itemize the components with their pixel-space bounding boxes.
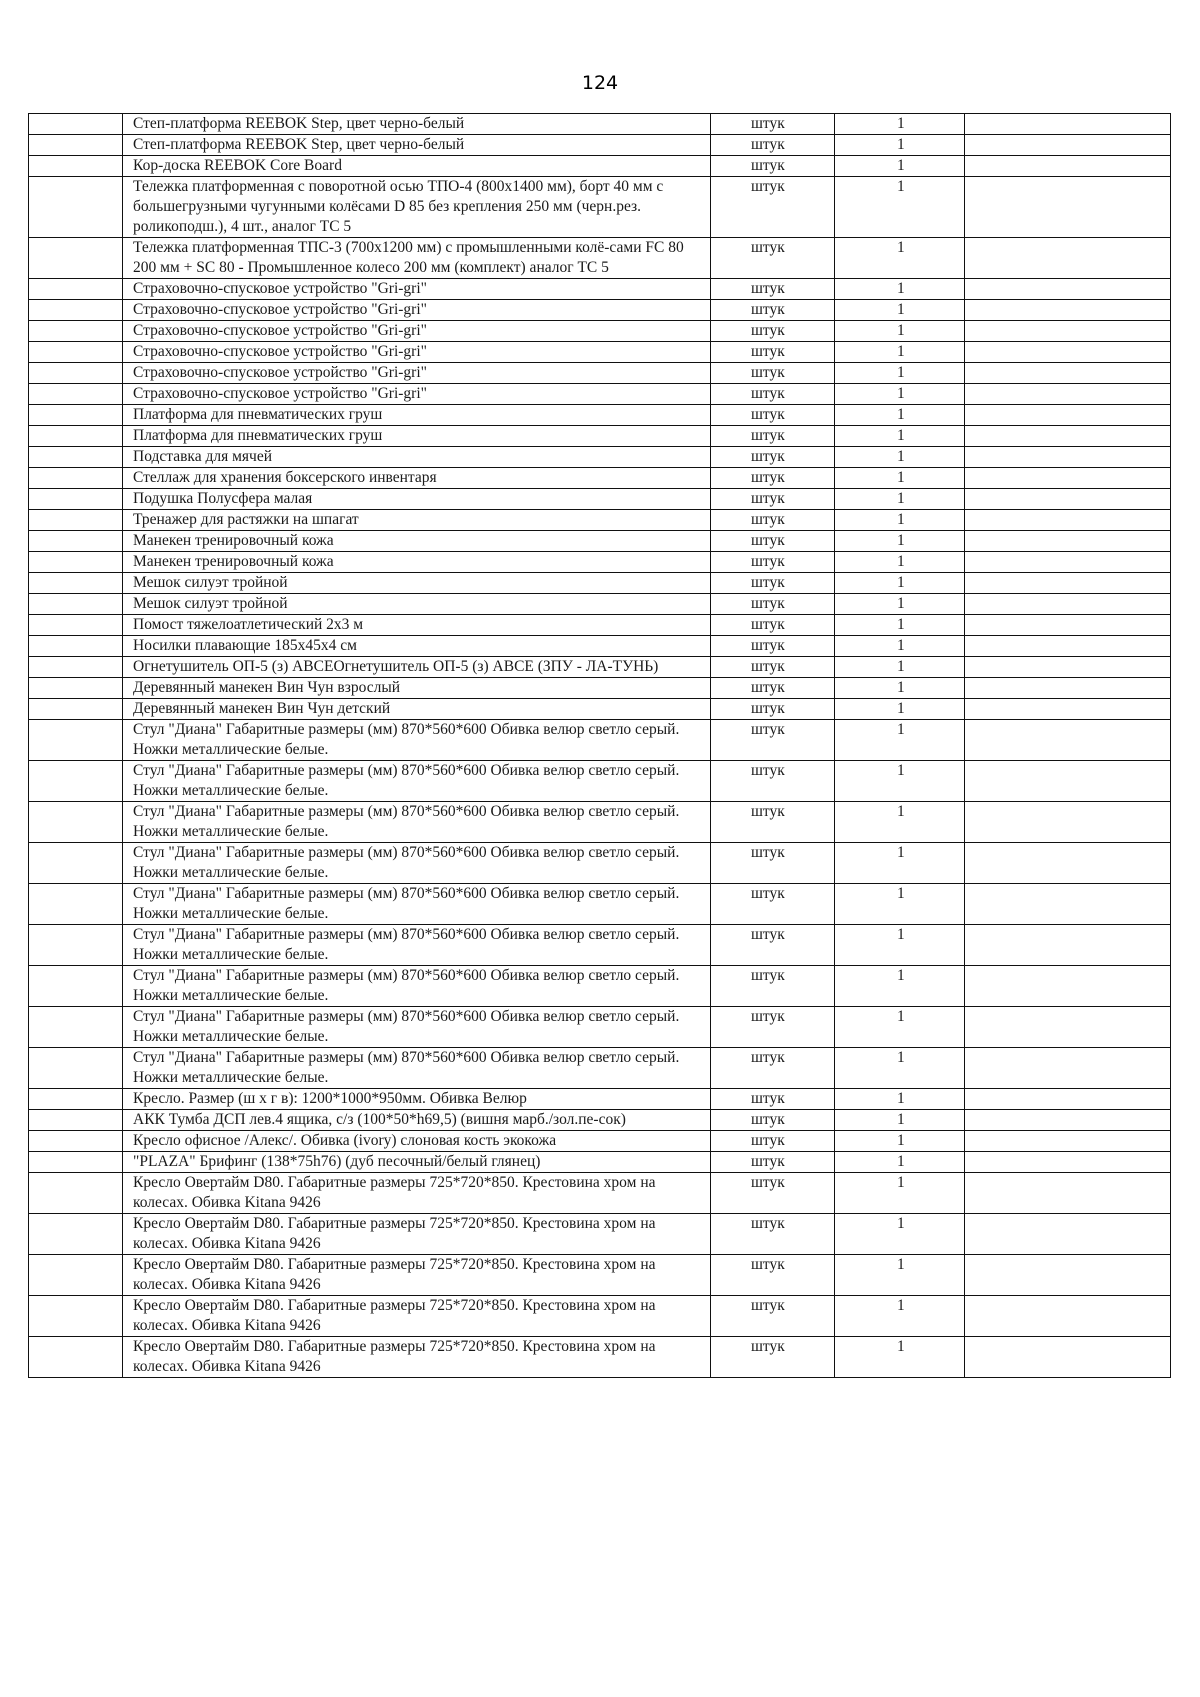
table-row [29, 279, 1171, 300]
quantity-cell: 1 [835, 573, 965, 594]
unit-cell: штук [711, 1173, 835, 1214]
item-name-cell: Тележка платформенная ТПС-3 (700х1200 мм) с промышленными колё-сами FC 80 200 мм + SC 80 - Промышленное колесо 200 мм (комплект) аналог ТС 5 [123, 238, 711, 279]
items-table-body [29, 114, 1171, 1378]
row-number-cell [29, 279, 123, 300]
note-cell [965, 843, 1171, 884]
item-name-cell: Кресло Овертайм D80. Габаритные размеры 725*720*850. Крестовина хром на колесах. Обивка Kitana 9426 [123, 1296, 711, 1337]
table-row [29, 321, 1171, 342]
note-cell [965, 761, 1171, 802]
row-number-cell [29, 447, 123, 468]
unit-cell: штук [711, 321, 835, 342]
unit-cell: штук [711, 510, 835, 531]
item-name-cell: Кресло. Размер (ш х г в): 1200*1000*950мм. Обивка Велюр [123, 1089, 711, 1110]
unit-cell: штук [711, 177, 835, 238]
note-cell [965, 657, 1171, 678]
note-cell [965, 573, 1171, 594]
row-number-cell [29, 843, 123, 884]
item-name-cell: Подушка Полусфера малая [123, 489, 711, 510]
quantity-cell: 1 [835, 342, 965, 363]
note-cell [965, 1089, 1171, 1110]
item-name-cell: Платформа для пневматических груш [123, 405, 711, 426]
table-row [29, 1007, 1171, 1048]
row-number-cell [29, 342, 123, 363]
note-cell [965, 594, 1171, 615]
note-cell [965, 925, 1171, 966]
row-number-cell [29, 802, 123, 843]
table-row [29, 552, 1171, 573]
note-cell [965, 1214, 1171, 1255]
row-number-cell [29, 156, 123, 177]
unit-cell: штук [711, 238, 835, 279]
note-cell [965, 1255, 1171, 1296]
item-name-cell: Стул "Диана" Габаритные размеры (мм) 870*560*600 Обивка велюр светло серый. Ножки металлические белые. [123, 884, 711, 925]
item-name-cell: Страховочно-спусковое устройство "Gri-gri" [123, 279, 711, 300]
quantity-cell: 1 [835, 552, 965, 573]
note-cell [965, 1173, 1171, 1214]
page-number: 124 [581, 72, 619, 94]
table-row [29, 966, 1171, 1007]
unit-cell: штук [711, 1131, 835, 1152]
quantity-cell: 1 [835, 678, 965, 699]
note-cell [965, 720, 1171, 761]
unit-cell: штук [711, 1296, 835, 1337]
item-name-cell: Стул "Диана" Габаритные размеры (мм) 870*560*600 Обивка велюр светло серый. Ножки металлические белые. [123, 843, 711, 884]
note-cell [965, 1110, 1171, 1131]
table-row [29, 489, 1171, 510]
note-cell [965, 468, 1171, 489]
note-cell [965, 426, 1171, 447]
unit-cell: штук [711, 843, 835, 884]
row-number-cell [29, 615, 123, 636]
note-cell [965, 1048, 1171, 1089]
quantity-cell: 1 [835, 135, 965, 156]
unit-cell: штук [711, 699, 835, 720]
quantity-cell: 1 [835, 321, 965, 342]
table-row [29, 678, 1171, 699]
item-name-cell: Деревянный манекен Вин Чун детский [123, 699, 711, 720]
row-number-cell [29, 468, 123, 489]
unit-cell: штук [711, 615, 835, 636]
unit-cell: штук [711, 447, 835, 468]
row-number-cell [29, 1152, 123, 1173]
table-row [29, 238, 1171, 279]
table-row [29, 447, 1171, 468]
quantity-cell: 1 [835, 1255, 965, 1296]
table-row [29, 1296, 1171, 1337]
note-cell [965, 510, 1171, 531]
unit-cell: штук [711, 1048, 835, 1089]
unit-cell: штук [711, 925, 835, 966]
note-cell [965, 156, 1171, 177]
quantity-cell: 1 [835, 720, 965, 761]
item-name-cell: Степ-платформа REEBOK Step, цвет черно-белый [123, 114, 711, 135]
quantity-cell: 1 [835, 1152, 965, 1173]
quantity-cell: 1 [835, 1007, 965, 1048]
table-row [29, 1173, 1171, 1214]
quantity-cell: 1 [835, 384, 965, 405]
note-cell [965, 699, 1171, 720]
quantity-cell: 1 [835, 489, 965, 510]
note-cell [965, 177, 1171, 238]
row-number-cell [29, 594, 123, 615]
item-name-cell: Деревянный манекен Вин Чун взрослый [123, 678, 711, 699]
unit-cell: штук [711, 636, 835, 657]
table-row [29, 156, 1171, 177]
quantity-cell: 1 [835, 1296, 965, 1337]
quantity-cell: 1 [835, 1131, 965, 1152]
item-name-cell: Стул "Диана" Габаритные размеры (мм) 870*560*600 Обивка велюр светло серый. Ножки металлические белые. [123, 925, 711, 966]
quantity-cell: 1 [835, 510, 965, 531]
unit-cell: штук [711, 1110, 835, 1131]
note-cell [965, 384, 1171, 405]
note-cell [965, 884, 1171, 925]
quantity-cell: 1 [835, 615, 965, 636]
unit-cell: штук [711, 384, 835, 405]
unit-cell: штук [711, 966, 835, 1007]
table-row [29, 468, 1171, 489]
quantity-cell: 1 [835, 1214, 965, 1255]
unit-cell: штук [711, 342, 835, 363]
row-number-cell [29, 489, 123, 510]
table-row [29, 1152, 1171, 1173]
table-row [29, 884, 1171, 925]
row-number-cell [29, 1255, 123, 1296]
quantity-cell: 1 [835, 468, 965, 489]
item-name-cell: Страховочно-спусковое устройство "Gri-gri" [123, 321, 711, 342]
note-cell [965, 135, 1171, 156]
quantity-cell: 1 [835, 1337, 965, 1378]
table-row [29, 1131, 1171, 1152]
table-row [29, 1255, 1171, 1296]
note-cell [965, 552, 1171, 573]
quantity-cell: 1 [835, 699, 965, 720]
table-row [29, 300, 1171, 321]
row-number-cell [29, 699, 123, 720]
table-row [29, 843, 1171, 884]
item-name-cell: Манекен тренировочный кожа [123, 552, 711, 573]
item-name-cell: Стул "Диана" Габаритные размеры (мм) 870*560*600 Обивка велюр светло серый. Ножки металлические белые. [123, 1007, 711, 1048]
item-name-cell: Стул "Диана" Габаритные размеры (мм) 870*560*600 Обивка велюр светло серый. Ножки металлические белые. [123, 761, 711, 802]
row-number-cell [29, 884, 123, 925]
item-name-cell: Страховочно-спусковое устройство "Gri-gri" [123, 300, 711, 321]
unit-cell: штук [711, 426, 835, 447]
row-number-cell [29, 1048, 123, 1089]
table-row [29, 405, 1171, 426]
unit-cell: штук [711, 114, 835, 135]
item-name-cell: Кресло Овертайм D80. Габаритные размеры 725*720*850. Крестовина хром на колесах. Обивка Kitana 9426 [123, 1214, 711, 1255]
table-row [29, 1089, 1171, 1110]
item-name-cell: Кор-доска REEBOK Core Board [123, 156, 711, 177]
unit-cell: штук [711, 489, 835, 510]
row-number-cell [29, 1110, 123, 1131]
unit-cell: штук [711, 761, 835, 802]
quantity-cell: 1 [835, 594, 965, 615]
unit-cell: штук [711, 405, 835, 426]
table-row [29, 594, 1171, 615]
item-name-cell: Стеллаж для хранения боксерского инвентаря [123, 468, 711, 489]
item-name-cell: "PLAZA" Брифинг (138*75h76) (дуб песочный/белый глянец) [123, 1152, 711, 1173]
table-row [29, 1048, 1171, 1089]
item-name-cell: Стул "Диана" Габаритные размеры (мм) 870*560*600 Обивка велюр светло серый. Ножки металлические белые. [123, 1048, 711, 1089]
note-cell [965, 447, 1171, 468]
quantity-cell: 1 [835, 1089, 965, 1110]
quantity-cell: 1 [835, 1173, 965, 1214]
unit-cell: штук [711, 573, 835, 594]
quantity-cell: 1 [835, 114, 965, 135]
unit-cell: штук [711, 1255, 835, 1296]
item-name-cell: АКК Тумба ДСП лев.4 ящика, с/з (100*50*h69,5) (вишня марб./зол.пе-сок) [123, 1110, 711, 1131]
item-name-cell: Стул "Диана" Габаритные размеры (мм) 870*560*600 Обивка велюр светло серый. Ножки металлические белые. [123, 966, 711, 1007]
unit-cell: штук [711, 1337, 835, 1378]
quantity-cell: 1 [835, 447, 965, 468]
table-row [29, 531, 1171, 552]
row-number-cell [29, 135, 123, 156]
table-row [29, 925, 1171, 966]
row-number-cell [29, 966, 123, 1007]
note-cell [965, 1296, 1171, 1337]
note-cell [965, 405, 1171, 426]
quantity-cell: 1 [835, 531, 965, 552]
item-name-cell: Тренажер для растяжки на шпагат [123, 510, 711, 531]
row-number-cell [29, 426, 123, 447]
unit-cell: штук [711, 678, 835, 699]
quantity-cell: 1 [835, 177, 965, 238]
quantity-cell: 1 [835, 636, 965, 657]
quantity-cell: 1 [835, 1110, 965, 1131]
row-number-cell [29, 238, 123, 279]
item-name-cell: Мешок силуэт тройной [123, 594, 711, 615]
unit-cell: штук [711, 1152, 835, 1173]
unit-cell: штук [711, 720, 835, 761]
table-row [29, 363, 1171, 384]
item-name-cell: Кресло Овертайм D80. Габаритные размеры 725*720*850. Крестовина хром на колесах. Обивка Kitana 9426 [123, 1255, 711, 1296]
unit-cell: штук [711, 300, 835, 321]
table-row [29, 1110, 1171, 1131]
item-name-cell: Страховочно-спусковое устройство "Gri-gri" [123, 342, 711, 363]
quantity-cell: 1 [835, 966, 965, 1007]
row-number-cell [29, 1007, 123, 1048]
table-row [29, 1214, 1171, 1255]
table-row [29, 573, 1171, 594]
unit-cell: штук [711, 1089, 835, 1110]
quantity-cell: 1 [835, 843, 965, 884]
table-row [29, 699, 1171, 720]
row-number-cell [29, 531, 123, 552]
unit-cell: штук [711, 468, 835, 489]
quantity-cell: 1 [835, 925, 965, 966]
table-row [29, 636, 1171, 657]
quantity-cell: 1 [835, 300, 965, 321]
row-number-cell [29, 573, 123, 594]
note-cell [965, 1337, 1171, 1378]
quantity-cell: 1 [835, 426, 965, 447]
note-cell [965, 1152, 1171, 1173]
quantity-cell: 1 [835, 761, 965, 802]
row-number-cell [29, 1089, 123, 1110]
item-name-cell: Тележка платформенная с поворотной осью ТПО-4 (800х1400 мм), борт 40 мм с большегрузными чугунными колёсами D 85 без крепления 250 мм (черн.рез. роликоподш.), 4 шт., аналог ТС 5 [123, 177, 711, 238]
row-number-cell [29, 552, 123, 573]
row-number-cell [29, 1337, 123, 1378]
unit-cell: штук [711, 531, 835, 552]
unit-cell: штук [711, 135, 835, 156]
item-name-cell: Кресло Овертайм D80. Габаритные размеры 725*720*850. Крестовина хром на колесах. Обивка Kitana 9426 [123, 1173, 711, 1214]
row-number-cell [29, 363, 123, 384]
note-cell [965, 114, 1171, 135]
item-name-cell: Манекен тренировочный кожа [123, 531, 711, 552]
row-number-cell [29, 384, 123, 405]
row-number-cell [29, 1131, 123, 1152]
item-name-cell: Мешок силуэт тройной [123, 573, 711, 594]
row-number-cell [29, 657, 123, 678]
item-name-cell: Подставка для мячей [123, 447, 711, 468]
row-number-cell [29, 177, 123, 238]
note-cell [965, 615, 1171, 636]
item-name-cell: Платформа для пневматических груш [123, 426, 711, 447]
note-cell [965, 279, 1171, 300]
row-number-cell [29, 405, 123, 426]
unit-cell: штук [711, 279, 835, 300]
item-name-cell: Страховочно-спусковое устройство "Gri-gri" [123, 363, 711, 384]
unit-cell: штук [711, 1214, 835, 1255]
table-row [29, 657, 1171, 678]
table-row [29, 342, 1171, 363]
item-name-cell: Стул "Диана" Габаритные размеры (мм) 870*560*600 Обивка велюр светло серый. Ножки металлические белые. [123, 720, 711, 761]
quantity-cell: 1 [835, 156, 965, 177]
unit-cell: штук [711, 552, 835, 573]
quantity-cell: 1 [835, 279, 965, 300]
note-cell [965, 678, 1171, 699]
row-number-cell [29, 114, 123, 135]
note-cell [965, 363, 1171, 384]
note-cell [965, 1131, 1171, 1152]
note-cell [965, 300, 1171, 321]
note-cell [965, 342, 1171, 363]
note-cell [965, 238, 1171, 279]
quantity-cell: 1 [835, 363, 965, 384]
note-cell [965, 802, 1171, 843]
item-name-cell: Кресло офисное /Алекс/. Обивка (ivory) слоновая кость экокожа [123, 1131, 711, 1152]
item-name-cell: Кресло Овертайм D80. Габаритные размеры 725*720*850. Крестовина хром на колесах. Обивка Kitana 9426 [123, 1337, 711, 1378]
item-name-cell: Помост тяжелоатлетический 2х3 м [123, 615, 711, 636]
table-row [29, 177, 1171, 238]
row-number-cell [29, 678, 123, 699]
table-row [29, 114, 1171, 135]
row-number-cell [29, 321, 123, 342]
row-number-cell [29, 1296, 123, 1337]
row-number-cell [29, 720, 123, 761]
row-number-cell [29, 1214, 123, 1255]
quantity-cell: 1 [835, 657, 965, 678]
note-cell [965, 321, 1171, 342]
table-row [29, 384, 1171, 405]
note-cell [965, 489, 1171, 510]
unit-cell: штук [711, 1007, 835, 1048]
quantity-cell: 1 [835, 802, 965, 843]
unit-cell: штук [711, 884, 835, 925]
row-number-cell [29, 510, 123, 531]
item-name-cell: Стул "Диана" Габаритные размеры (мм) 870*560*600 Обивка велюр светло серый. Ножки металлические белые. [123, 802, 711, 843]
table-row [29, 802, 1171, 843]
row-number-cell [29, 761, 123, 802]
item-name-cell: Страховочно-спусковое устройство "Gri-gri" [123, 384, 711, 405]
quantity-cell: 1 [835, 1048, 965, 1089]
table-row [29, 510, 1171, 531]
note-cell [965, 636, 1171, 657]
table-row [29, 615, 1171, 636]
items-table [28, 113, 1171, 1378]
row-number-cell [29, 300, 123, 321]
item-name-cell: Носилки плавающие 185х45х4 см [123, 636, 711, 657]
unit-cell: штук [711, 363, 835, 384]
unit-cell: штук [711, 156, 835, 177]
table-row [29, 761, 1171, 802]
item-name-cell: Степ-платформа REEBOK Step, цвет черно-белый [123, 135, 711, 156]
quantity-cell: 1 [835, 884, 965, 925]
quantity-cell: 1 [835, 405, 965, 426]
table-row [29, 1337, 1171, 1378]
row-number-cell [29, 1173, 123, 1214]
table-row [29, 720, 1171, 761]
note-cell [965, 1007, 1171, 1048]
table-row [29, 426, 1171, 447]
unit-cell: штук [711, 802, 835, 843]
unit-cell: штук [711, 657, 835, 678]
unit-cell: штук [711, 594, 835, 615]
table-row [29, 135, 1171, 156]
note-cell [965, 966, 1171, 1007]
note-cell [965, 531, 1171, 552]
item-name-cell: Огнетушитель ОП-5 (з) АВСЕОгнетушитель ОП-5 (з) АВСЕ (ЗПУ - ЛА-ТУНЬ) [123, 657, 711, 678]
quantity-cell: 1 [835, 238, 965, 279]
row-number-cell [29, 636, 123, 657]
row-number-cell [29, 925, 123, 966]
